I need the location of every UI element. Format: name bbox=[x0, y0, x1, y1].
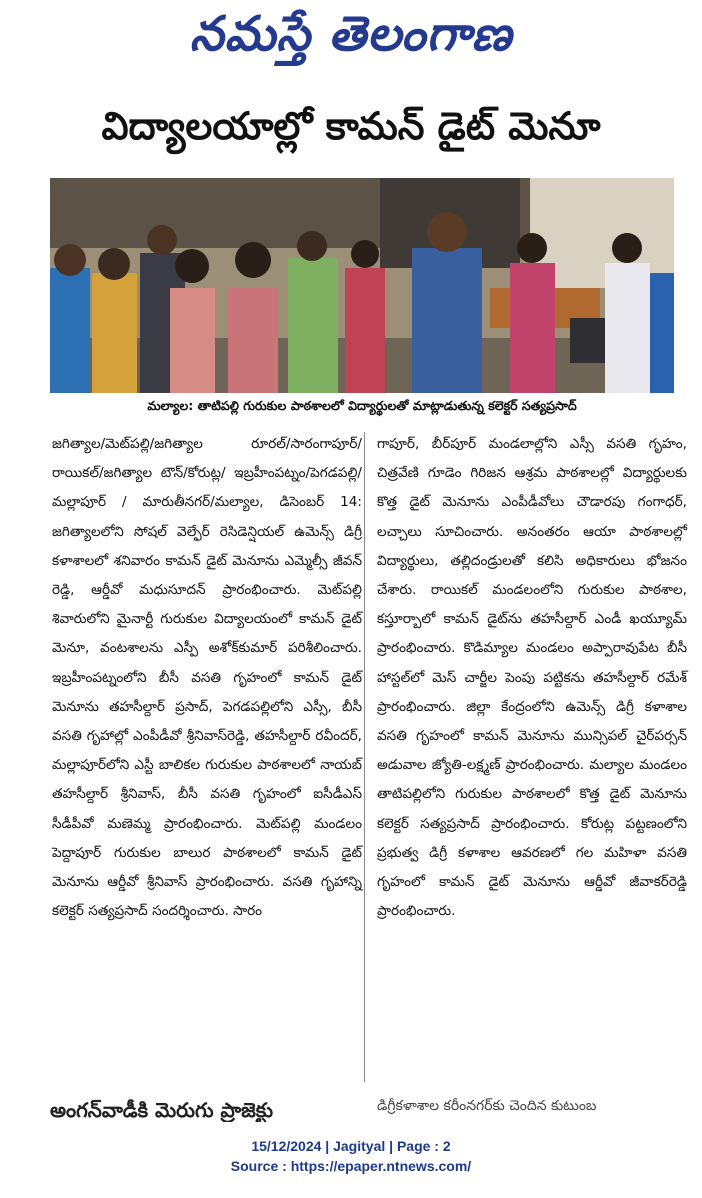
photo-caption: మల్యాల: తాటిపల్లి గురుకుల పాఠశాలలో విద్యార్థులతో మాట్లాడుతున్న కలెక్టర్ సత్యప్రసాద్ bbox=[147, 398, 577, 413]
newspaper-masthead bbox=[0, 0, 702, 80]
article-text-right: గాపూర్, బీర్‌పూర్ మండలాల్లోని ఎస్సీ వసతి గృహం, చిత్రవేణి గూడెం గిరిజన ఆశ్రమ పాఠశాలల్లో విద్యార్థులకు కొత్త డైట్ మెనూను ఎంపీడీవోలు చౌడారపు గంగాధర్, లచ్చాలు సూచించారు. అనంతరం ఆయా పాఠశాలల్లో విద్యార్థులు, తల్లిదండ్రులతో కలిసి అధికారులు భోజనం చేశారు. రాయికల్ మండలంలోని గురుకుల పాఠశాల, కస్తూర్బాలో కామన్ డైట్‌ను తహసీల్దార్ ఎండీ ఖయ్యూమ్ ప్రారంభించారు. కొడిమ్యాల మండలం అప్పారావుపేట బీసీ హాస్టల్‌లో మెస్ చార్జీల పెంపు పట్టికను తహసీల్దార్ రమేశ్ ప్రారంభించారు. జిల్లా కేంద్రంలోని ఉమెన్స్ డిగ్రీ కళాశాల వసతి గృహంలో కామన్ మెనూను మున్సిపల్ చైర్‌పర్సన్ అడువాల జ్యోతి-లక్ష్మణ్ ప్రారంభించారు. మల్యాల మండలం తాటిపల్లిలోని గురుకుల పాఠశాలలో కొత్త డైట్ మెనూను కలెక్టర్ సత్యప్రసాద్ ప్రారంభించారు. కోరుట్ల పట్టణంలోని ప్రభుత్వ డిగ్రీ కళాశాల ఆవరణలో గల మహిళా వసతి గృహంలో కామన్ డైట్ మెనూను ఆర్డీవో జీవాకర్‌రెడ్డి ప్రారంభించారు. bbox=[377, 436, 687, 920]
page-footer bbox=[0, 1136, 702, 1176]
footer-date-edition: 15/12/2024 | Jagityal | Page : 2 bbox=[251, 1138, 451, 1154]
article-column-left bbox=[52, 430, 362, 926]
next-article-teaser-left: అంగన్‌వాడీకి మెరుగు ప్రాజెక్టు bbox=[50, 1098, 274, 1122]
column-divider bbox=[364, 432, 365, 1082]
article-photo bbox=[50, 178, 674, 393]
headline-text: విద్యాలయాల్లో కామన్ డైట్ మెనూ bbox=[101, 104, 601, 148]
next-article-teaser-right: డిగ్రీకళాశాల కరీంనగర్‌కు చెందిన కుటుంబ bbox=[377, 1098, 597, 1114]
footer-source-link[interactable]: Source : https://epaper.ntnews.com/ bbox=[230, 1158, 472, 1174]
article-column-right bbox=[377, 430, 687, 926]
article-text-left: జగిత్యాల/మెట్‌పల్లి/జగిత్యాల రూరల్/సారంగాపూర్/రాయికల్/జగిత్యాల టౌన్/కోరుట్ల/ ఇబ్రహీంపట్నం/పెగడపల్లి/మల్లాపూర్ / మారుతీనగర్/మల్యాల, డిసెంబర్ 14: జగిత్యాలలోని సోషల్ వెల్ఫేర్ రెసిడెన్షియల్ ఉమెన్స్ డిగ్రీ కళాశాలలో శనివారం కామన్ డైట్ మెనూను ఎమ్మెల్సీ జీవన్ రెడ్డి, ఆర్డీవో మధుసూదన్ ప్రారంభించారు. మెట్‌పల్లి శివారులోని మైనార్టీ గురుకుల విద్యాలయంలో కామన్ డైట్ మెనూ, వంటశాలను ఎస్పీ అశోక్‌కుమార్ పరిశీలించారు. ఇబ్రహీంపట్నంలోని బీసీ వసతి గృహంలో కామన్ డైట్ మెనూను తహసీల్దార్ ప్రసాద్, పెగడపల్లిలోని ఎస్సీ, బీసీ వసతి గృహాల్లో ఎంపీడీవో శ్రీనివాస్‌రెడ్డి, తహసీల్దార్ రవీందర్, మల్లాపూర్‌లోని ఎస్టీ బాలికల గురుకుల పాఠశాలలో నాయబ్ తహసీల్దార్ శ్రీనివాస్, బీసీ వసతి గృహంలో ఐసీడీఎస్ సీడీపీవో మణెమ్మ ప్రారంభించారు. మెట్‌పల్లి మండలం పెద్దాపూర్ గురుకుల బాలుర పాఠశాలలో కామన్ డైట్ మెనూను ఆర్డీవో శ్రీనివాస్ ప్రారంభించారు. వసతి గృహాన్ని కలెక్టర్ సత్యప్రసాద్ సందర్శించారు. సారం bbox=[52, 436, 362, 920]
masthead-title: నమస్తే తెలంగాణ bbox=[189, 6, 513, 62]
article-headline bbox=[0, 96, 702, 166]
